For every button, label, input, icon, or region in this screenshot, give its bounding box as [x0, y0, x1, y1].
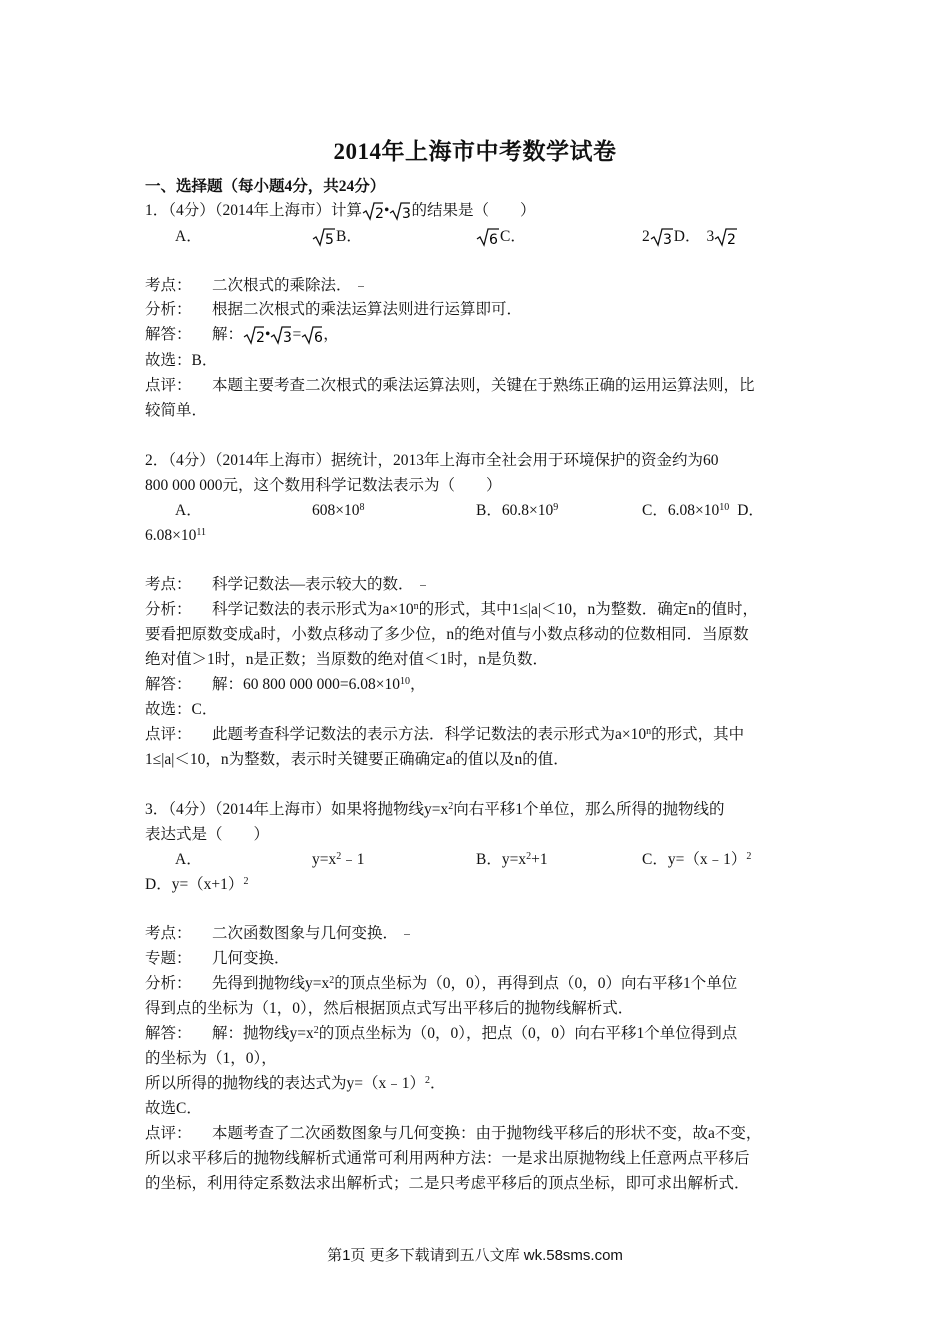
q2-stem-line1: 2．（4分）（2014年上海市）据统计，2013年上海市全社会用于环境保护的资金约为60: [145, 452, 719, 469]
label-jieda: 解答：: [145, 326, 192, 343]
q2-option-c: [642, 499, 764, 523]
label-kaodian: 考点：: [145, 576, 192, 593]
q1-dianping: [145, 374, 755, 398]
q3-dianping-cont2: 的坐标，利用待定系数法求出解析式；二是只考虑平移后的顶点坐标，即可求出解析式．: [145, 1175, 750, 1192]
radicand: 3: [662, 232, 672, 248]
dianping-text: 本题考查了二次函数图象与几何变换：由于抛物线平移后的形状不变，故a不变，: [212, 1125, 762, 1142]
section-heading: 一、选择题（每小题4分，共24分）: [145, 178, 386, 195]
q3-option-c: [642, 848, 751, 872]
radicand: 2: [375, 206, 384, 222]
option-value: ﹣1: [341, 851, 365, 868]
exponent: 11: [196, 527, 207, 538]
comma: ，: [323, 326, 339, 343]
radicand: 2: [256, 330, 265, 346]
jieda-text: 解：抛物线y=x: [212, 1025, 314, 1042]
q2-option-b: [476, 499, 558, 523]
divider: [420, 585, 426, 586]
fenxi-text: 先得到抛物线y=x: [212, 975, 330, 992]
q3-dianping: [145, 1122, 761, 1146]
radicand: 6: [489, 232, 498, 248]
sqrt-6-expr: [476, 227, 500, 247]
q2-dianping-cont: 1≤|a|＜10，n为整数，表示时关键要正确确定a的值以及n的值．: [145, 751, 569, 768]
option-value: B．60.8×10: [476, 502, 554, 519]
q2-dianping: [145, 723, 744, 747]
coefficient: 3: [706, 228, 715, 245]
option-value: B．y=x: [476, 851, 527, 868]
q1-option-a: [312, 225, 362, 249]
exponent: 10: [719, 502, 730, 513]
label-fenxi: 分析：: [145, 301, 192, 318]
jieda-text: ．: [430, 1075, 446, 1092]
exponent: 2: [336, 851, 342, 862]
exponent: 2: [448, 801, 454, 812]
radicand: 3: [283, 330, 293, 346]
q1-kaodian: [145, 274, 364, 298]
q2-fenxi-cont2: 绝对值＞1时，n是正数；当原数的绝对值＜1时，n是负数．: [145, 651, 549, 668]
dot-operator: •: [265, 326, 271, 343]
q1-option-d-label: D．: [673, 228, 701, 245]
q3-stem-line2: 表达式是（ ）: [145, 826, 270, 843]
radicand: 2: [727, 232, 737, 248]
exponent: n: [413, 601, 419, 612]
fenxi-text: 根据二次根式的乘法运算法则进行运算即可．: [212, 301, 523, 318]
radicand: 3: [402, 206, 412, 222]
equals-sign: =: [292, 326, 302, 343]
q3-fenxi-cont: 得到点的坐标为（1，0），然后根据顶点式写出平移后的抛物线解析式．: [145, 1000, 634, 1017]
kaodian-text: 科学记数法—表示较大的数．: [212, 576, 414, 593]
label-dianping: 点评：: [145, 1125, 192, 1142]
sqrt-3-expr: [270, 325, 292, 345]
q1-option-a-label: A．: [175, 228, 202, 245]
q1-stem-tail: 的结果是（ ）: [411, 202, 536, 219]
label-jieda: 解答：: [145, 676, 192, 693]
q1-option-c-label: C．: [500, 228, 526, 245]
q1-stem-text: 1．（4分）（2014年上海市）计算: [145, 202, 363, 219]
stem-text: 向右平移1个单位，那么所得的抛物线的: [453, 801, 725, 818]
label-dianping: 点评：: [145, 726, 192, 743]
divider: [358, 286, 364, 287]
q1-option-b: [476, 225, 526, 249]
option-value: y=x: [312, 851, 337, 868]
option-value: C．6.08×10: [642, 502, 720, 519]
sqrt-2-expr: [243, 325, 265, 345]
option-value: +1: [531, 851, 548, 868]
jieda-text: 的顶点坐标为（0，0），把点（0，0）向右平移1个单位得到点: [318, 1025, 738, 1042]
kaodian-text: 二次根式的乘除法．: [212, 277, 352, 294]
jieda-text: 所以所得的抛物线的表达式为y=（x﹣1）: [145, 1075, 425, 1092]
q1-option-c: [642, 225, 738, 249]
sqrt-3-expr: [389, 201, 411, 221]
jieda-text: ，: [409, 676, 426, 693]
option-value: D．y=（x+1）: [145, 876, 244, 893]
exponent: 2: [425, 1075, 430, 1086]
exponent: 2: [526, 851, 532, 862]
label-zhuanti: 专题：: [145, 950, 192, 967]
q3-jieda: [145, 1022, 737, 1046]
q2-kaodian: [145, 573, 426, 597]
q1-jieda: [145, 323, 339, 347]
q3-dianping-cont1: 所以求平移后的抛物线解析式通常可利用两种方法：一是求出原抛物线上任意两点平移后: [145, 1150, 750, 1167]
q1-guxuan: 故选：B．: [145, 352, 218, 369]
zhuanti-text: 几何变换．: [212, 950, 290, 967]
sqrt-3-expr: [650, 227, 674, 247]
exponent: n: [646, 726, 652, 737]
q2-stem-line2: 800 000 000元，这个数用科学记数法表示为（ ）: [145, 477, 502, 494]
label-kaodian: 考点：: [145, 925, 192, 942]
stem-text: 3．（4分）（2014年上海市）如果将抛物线y=x: [145, 801, 449, 818]
dianping-text: 的形式，其中: [651, 726, 745, 743]
label-fenxi: 分析：: [145, 975, 192, 992]
exponent: 2: [243, 876, 249, 887]
q2-guxuan: 故选：C．: [145, 701, 218, 718]
q3-kaodian: [145, 922, 410, 946]
sqrt-6-expr: [301, 325, 323, 345]
label-dianping: 点评：: [145, 377, 192, 394]
q3-option-a-label: A．: [175, 851, 202, 868]
sqrt-2-expr: [362, 201, 384, 221]
q3-fenxi: [145, 972, 737, 996]
q1-stem: [145, 199, 535, 223]
q3-zhuanti: [145, 947, 290, 971]
q3-option-d: [145, 873, 248, 897]
fenxi-text: 的形式，其中1≤|a|＜10，n为整数．确定n的值时，: [418, 601, 758, 618]
q2-jieda: [145, 673, 426, 697]
q3-option-a: [312, 848, 365, 872]
kaodian-text: 二次函数图象与几何变换．: [212, 925, 399, 942]
label-kaodian: 考点：: [145, 277, 192, 294]
exponent: 9: [553, 502, 559, 513]
q2-fenxi-cont1: 要看把原数变成a时，小数点移动了多少位，n的绝对值与小数点移动的位数相同．当原数: [145, 626, 749, 643]
q2-option-a: [312, 499, 365, 523]
page-title: 2014年上海市中考数学试卷: [333, 139, 617, 164]
q2-option-d: [145, 524, 206, 548]
q3-option-b: [476, 848, 548, 872]
q1-option-b-label: B．: [336, 228, 362, 245]
coefficient: 2: [642, 228, 650, 245]
jieda-text: 解：: [212, 326, 244, 343]
q3-jieda-cont2: [145, 1072, 446, 1096]
jieda-text: 解：60 800 000 000=6.08×10: [212, 676, 400, 693]
exponent: 2: [313, 1025, 319, 1036]
exponent: 2: [746, 851, 752, 862]
q1-fenxi: [145, 298, 522, 322]
label-jieda: 解答：: [145, 1025, 192, 1042]
sqrt-5-expr: [312, 227, 336, 247]
fenxi-text: 的顶点坐标为（0，0），再得到点（0，0）向右平移1个单位: [334, 975, 738, 992]
page-footer: 第1页 更多下载请到五八文库 wk.58sms.com: [327, 1247, 623, 1264]
q3-guxuan: 故选C．: [145, 1100, 202, 1117]
q1-dianping-cont: 较简单．: [145, 402, 208, 419]
exponent: 8: [359, 502, 365, 513]
q3-jieda-cont1: 的坐标为（1，0），: [145, 1050, 277, 1067]
dot-operator: •: [384, 202, 390, 219]
exponent: 2: [329, 975, 335, 986]
q3-stem-line1: [145, 798, 725, 822]
radicand: 5: [325, 232, 334, 248]
sqrt-2-expr: [714, 227, 738, 247]
option-value: 608×10: [312, 502, 360, 519]
fenxi-text: 科学记数法的表示形式为a×10: [212, 601, 414, 618]
q2-fenxi: [145, 598, 758, 622]
divider: [404, 934, 410, 935]
radicand: 6: [314, 330, 324, 346]
option-value: C．y=（x﹣1）: [642, 851, 747, 868]
option-value: 6.08×10: [145, 527, 197, 544]
q2-option-d-label: D．: [737, 502, 764, 519]
label-fenxi: 分析：: [145, 601, 192, 618]
exponent: 10: [399, 676, 410, 687]
dianping-text: 此题考查科学记数法的表示方法．科学记数法的表示形式为a×10: [212, 726, 647, 743]
dianping-text: 本题主要考查二次根式的乘法运算法则，关键在于熟练正确的运用运算法则，比: [212, 377, 755, 394]
q2-option-a-label: A．: [175, 502, 202, 519]
